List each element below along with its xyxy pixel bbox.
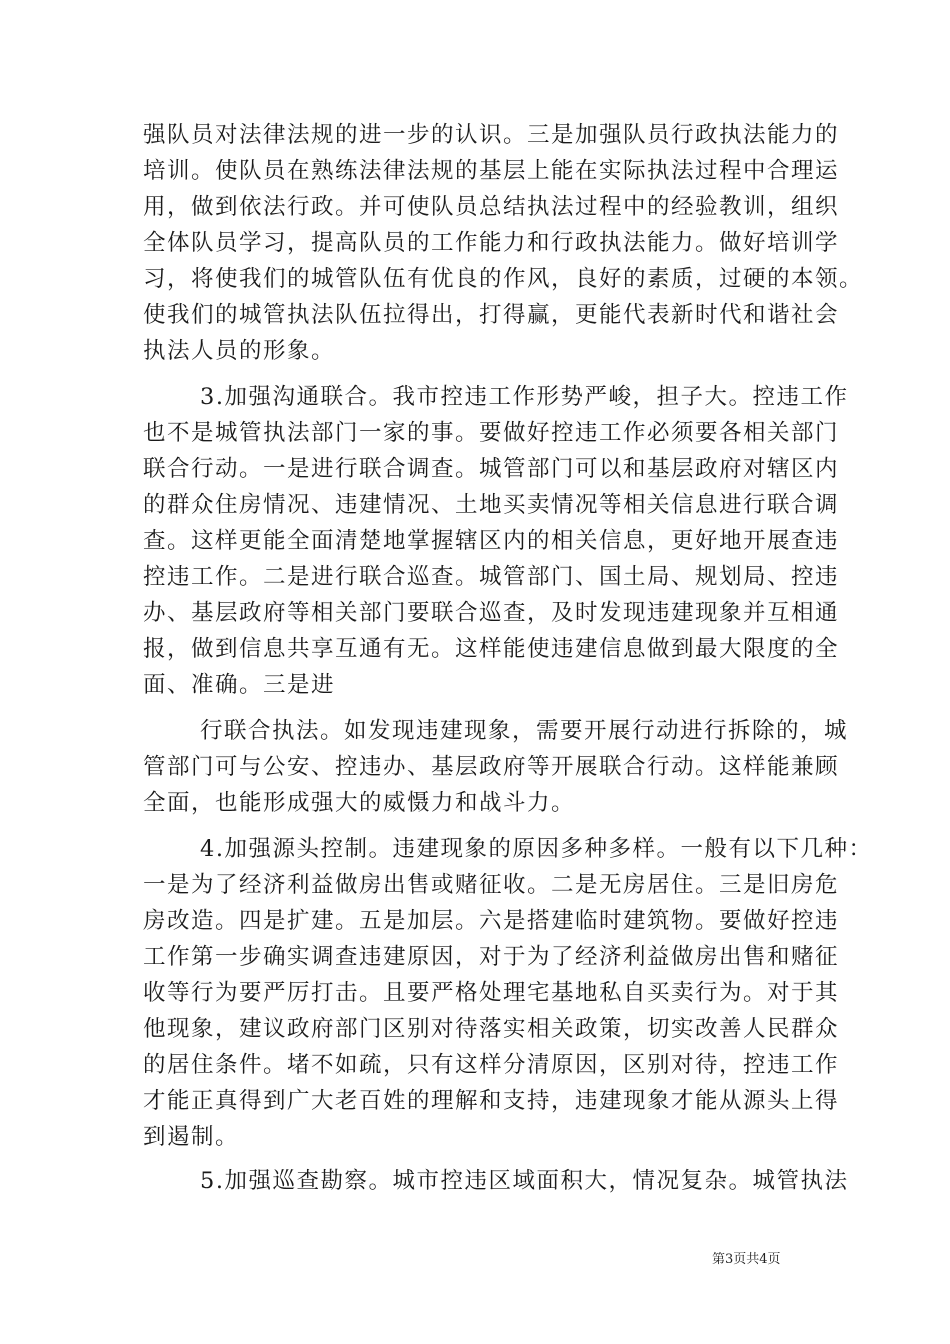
paragraph-4-heading: 4.加强源头控制。违建现象的原因多种多样。一般有以下几种： [200, 836, 873, 862]
text-line: 控违工作。二是进行联合巡查。城管部门、国土局、规划局、控违 [143, 564, 840, 590]
text-line: 工作第一步确实调查违建原因，对于为了经济利益做房出售和赌征 [143, 944, 840, 970]
text-line: 管部门可与公安、控违办、基层政府等开展联合行动。这样能兼顾 [143, 754, 840, 780]
text-line: 培训。使队员在熟练法律法规的基层上能在实际执法过程中合理运 [143, 158, 840, 184]
text-line: 查。这样更能全面清楚地掌握辖区内的相关信息，更好地开展查违 [143, 528, 840, 554]
text-line: 使我们的城管执法队伍拉得出，打得赢，更能代表新时代和谐社会 [143, 302, 840, 328]
text-line: 也不是城管执法部门一家的事。要做好控违工作必须要各相关部门 [143, 420, 840, 446]
paragraph-3-heading: 3.加强沟通联合。我市控违工作形势严峻，担子大。控违工作 [200, 384, 849, 410]
text-line: 办、基层政府等相关部门要联合巡查，及时发现违建现象并互相通 [143, 600, 840, 626]
text-line: 习，将使我们的城管队伍有优良的作风，良好的素质，过硬的本领。 [143, 266, 864, 292]
text-line: 他现象，建议政府部门区别对待落实相关政策，切实改善人民群众 [143, 1016, 840, 1042]
text-line: 强队员对法律法规的进一步的认识。三是加强队员行政执法能力的 [143, 122, 840, 148]
text-line: 用，做到依法行政。并可使队员总结执法过程中的经验教训，组织 [143, 194, 840, 220]
text-line: 行联合执法。如发现违建现象，需要开展行动进行拆除的，城 [200, 718, 849, 744]
text-line: 一是为了经济利益做房出售或赌征收。二是无房居住。三是旧房危 [143, 872, 840, 898]
text-line: 全面，也能形成强大的威慑力和战斗力。 [143, 790, 576, 816]
text-line: 面、准确。三是进 [143, 672, 336, 698]
text-line: 联合行动。一是进行联合调查。城管部门可以和基层政府对辖区内 [143, 456, 840, 482]
text-line: 才能正真得到广大老百姓的理解和支持，违建现象才能从源头上得 [143, 1088, 840, 1114]
text-line: 的居住条件。堵不如疏，只有这样分清原因，区别对待，控违工作 [143, 1052, 840, 1078]
paragraph-5-heading: 5.加强巡查勘察。城市控违区域面积大，情况复杂。城管执法 [200, 1168, 849, 1194]
text-line: 全体队员学习，提高队员的工作能力和行政执法能力。做好培训学 [143, 230, 840, 256]
text-line: 执法人员的形象。 [143, 338, 336, 364]
text-line: 报，做到信息共享互通有无。这样能使违建信息做到最大限度的全 [143, 636, 840, 662]
page-number: 第3页共4页 [712, 1252, 781, 1267]
text-line: 房改造。四是扩建。五是加层。六是搭建临时建筑物。要做好控违 [143, 908, 840, 934]
text-line: 的群众住房情况、违建情况、土地买卖情况等相关信息进行联合调 [143, 492, 840, 518]
text-line: 收等行为要严厉打击。且要严格处理宅基地私自买卖行为。对于其 [143, 980, 840, 1006]
text-line: 到遏制。 [143, 1124, 240, 1150]
